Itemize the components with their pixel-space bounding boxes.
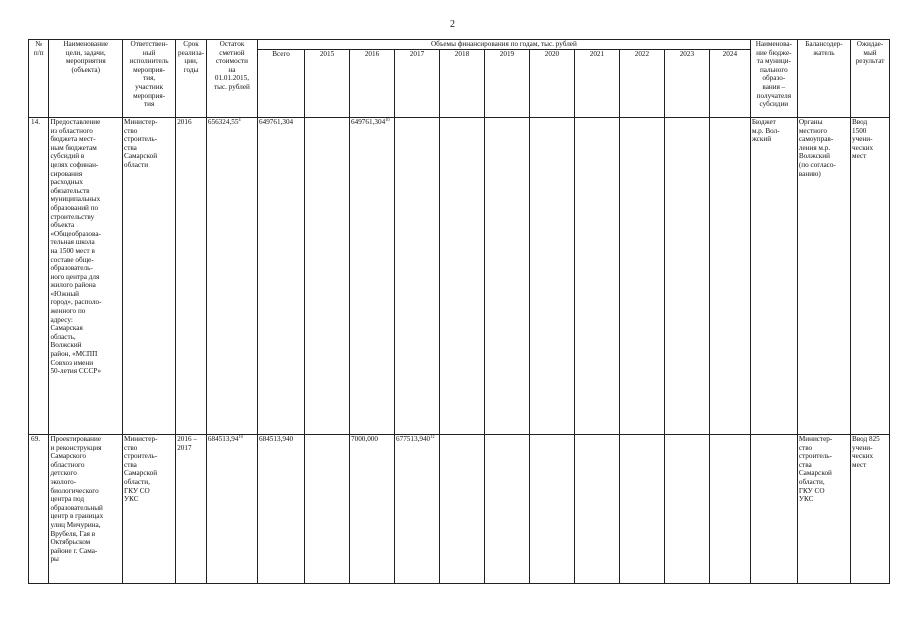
header-year: 2023 — [664, 50, 709, 118]
row-year-value — [664, 435, 709, 584]
footnote-mark: 10 — [238, 434, 243, 439]
row-year-value — [484, 435, 529, 584]
row-year-value — [529, 435, 574, 584]
header-year: 2021 — [574, 50, 619, 118]
row-year-value — [484, 118, 529, 435]
header-year: 2022 — [619, 50, 664, 118]
table-row — [29, 435, 890, 584]
row-expected-result: Ввод 1500 учени- ческих мест — [851, 118, 890, 435]
year-amount: 649761,304 — [351, 118, 386, 126]
row-name: Предоставление из областного бюджета мест- ным бюджетам субсидий в целях софинан- сирования расходных обязательств муниципальных образований по строительству объекта «Общеобразова- тельная школа на 1500 мест в составе обще- образователь- ного центра для жилого района «Южный город», располо- женного по адресу: Самарская область, Волжский район, «МСПП Совхоз имени 50-летия СССР» — [49, 118, 123, 435]
row-year-value — [619, 118, 664, 435]
row-year-value — [395, 118, 440, 435]
header-financing-group: Объемы финансирования по годам, тыс. рублей — [258, 40, 751, 50]
row-year-value — [529, 118, 574, 435]
header-year: 2017 — [395, 50, 440, 118]
row-remainder — [206, 435, 257, 584]
header-expected-result: Ожидае- мый результат — [851, 40, 890, 118]
row-period: 2016 – 2017 — [176, 435, 207, 584]
row-remainder — [206, 118, 257, 435]
header-year: 2024 — [709, 50, 750, 118]
remainder-value: 684513,94 — [207, 435, 239, 443]
header-year: 2018 — [439, 50, 484, 118]
footnote-mark: 4 — [238, 117, 241, 122]
row-number: 14. — [29, 118, 49, 435]
header-name: Наименование цели, задачи, мероприятия (объекта) — [49, 40, 123, 118]
row-total: 649761,304 — [258, 118, 305, 435]
row-year-value — [709, 118, 750, 435]
row-year-value — [574, 435, 619, 584]
footnote-mark: 12 — [430, 434, 435, 439]
header-year: 2016 — [350, 50, 395, 118]
year-amount: 677513,940 — [396, 435, 431, 443]
remainder-value: 656324,55 — [207, 118, 239, 126]
row-executor: Министер- ство строитель- ства Самарской области — [123, 118, 176, 435]
page-number: 2 — [450, 19, 455, 30]
row-executor: Министер- ство строитель- ства Самарской области, ГКУ СО УКС — [123, 435, 176, 584]
row-year-value — [439, 435, 484, 584]
row-name: Проектирование и реконструкция Самарского областного детского эколого- биологического центра под образовательный центр в границах улиц Мичурина, Врубеля, Гая в Октябрьском районе г. Сама- ры — [49, 435, 123, 584]
table-row — [29, 118, 890, 435]
row-total: 684513,940 — [258, 435, 305, 584]
row-year-value — [395, 435, 440, 584]
financing-table — [28, 39, 890, 584]
header-total: Всего — [258, 50, 305, 118]
row-year-value — [709, 435, 750, 584]
row-year-value — [619, 435, 664, 584]
row-year-value — [664, 118, 709, 435]
row-expected-result: Ввод 825 учени- ческих мест — [851, 435, 890, 584]
header-remainder: Остаток сметной стоимости на 01.01.2015, тыс. рублей — [206, 40, 257, 118]
row-year-value — [574, 118, 619, 435]
row-budget-recipient: Бюджет м.р. Вол- жский — [750, 118, 797, 435]
header-budget-recipient: Наименова- ние бюдже- та муници- пального образо- вания – получателя субсидии — [750, 40, 797, 118]
year-amount: 7000,000 — [351, 435, 378, 443]
row-year-value — [350, 435, 395, 584]
header-period: Срок реализа- ции, годы — [176, 40, 207, 118]
header-executor: Ответствен- ный исполнитель мероприя- тия, участник мероприя- тия — [123, 40, 176, 118]
row-balance-holder: Органы местного самоуправ- ления м.р. Волжский (по согласо- ванию) — [797, 118, 850, 435]
row-period: 2016 — [176, 118, 207, 435]
row-year-value — [439, 118, 484, 435]
header-balance-holder: Балансодер- жатель — [797, 40, 850, 118]
header-year: 2020 — [529, 50, 574, 118]
header-year: 2015 — [305, 50, 350, 118]
row-year-value — [350, 118, 395, 435]
row-balance-holder: Министер- ство строитель- ства Самарской области, ГКУ СО УКС — [797, 435, 850, 584]
header-year: 2019 — [484, 50, 529, 118]
row-year-value — [305, 435, 350, 584]
row-budget-recipient — [750, 435, 797, 584]
row-number: 69. — [29, 435, 49, 584]
header-num: № п/п — [29, 40, 49, 118]
row-year-value — [305, 118, 350, 435]
footnote-mark: 10 — [385, 117, 390, 122]
